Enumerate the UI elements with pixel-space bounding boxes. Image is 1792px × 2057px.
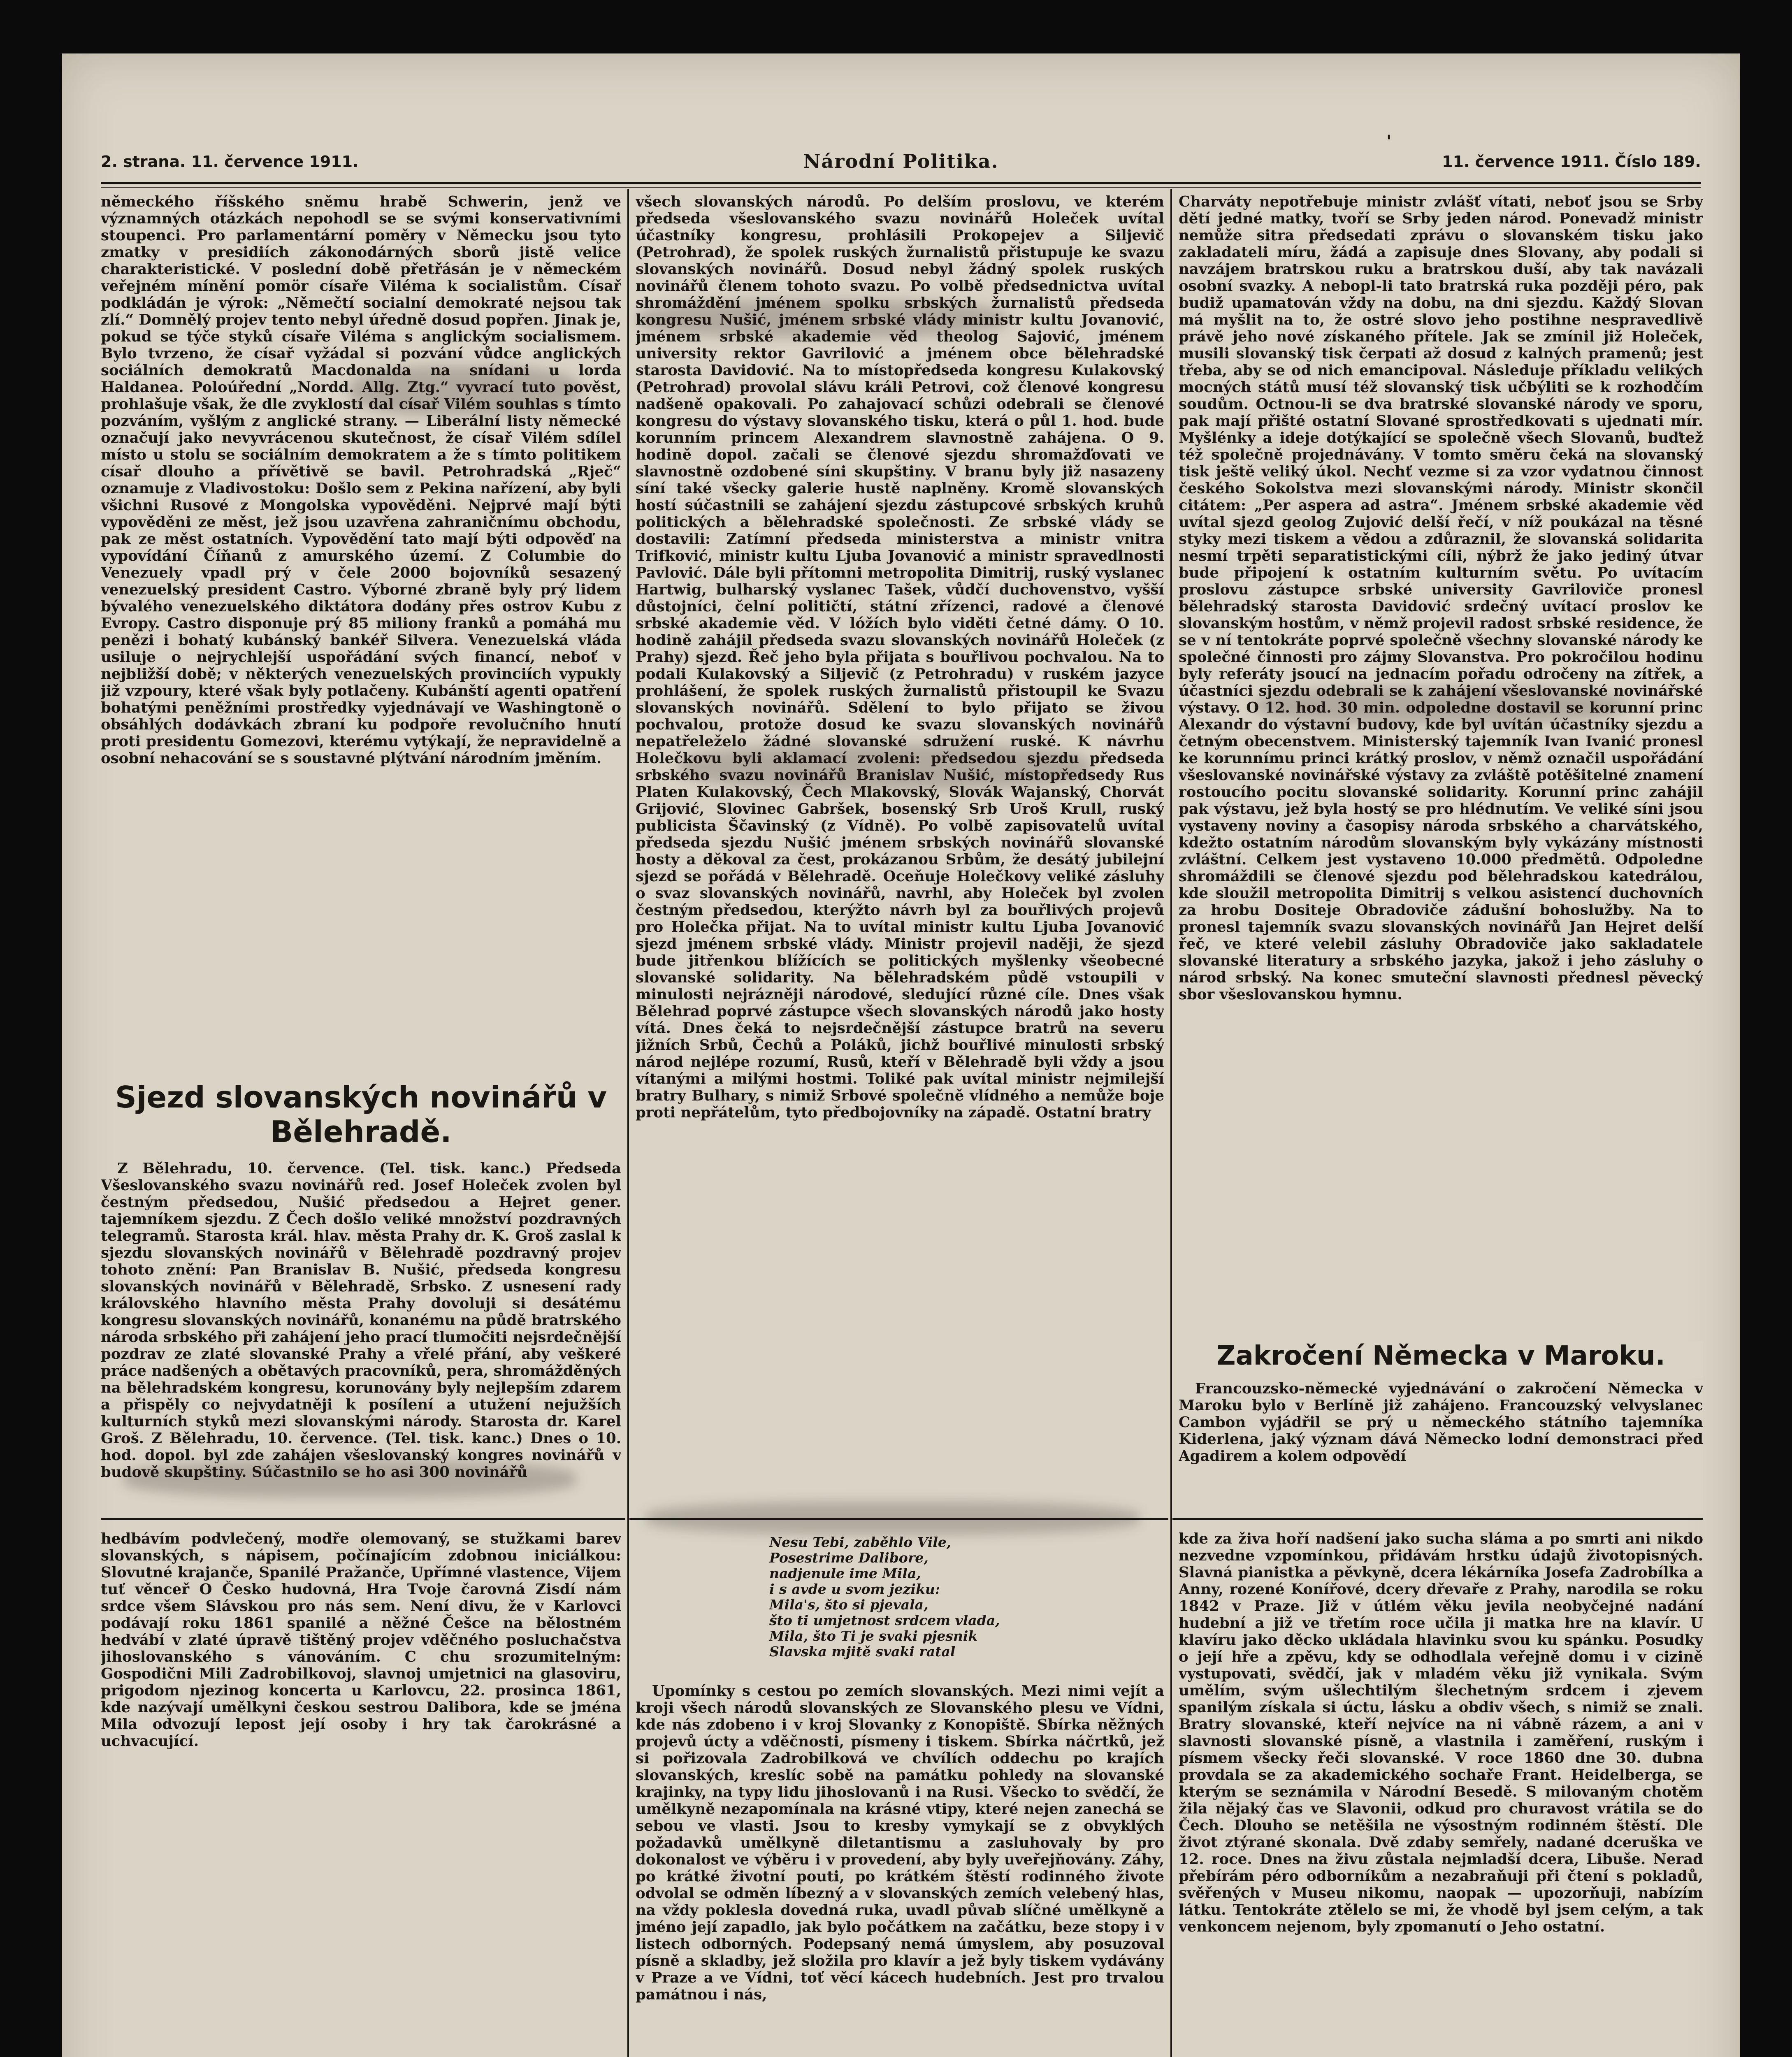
col3-paragraph: Charváty nepotřebuje ministr zvlášť vítati, neboť jsou se Srby dětí jedné matky, tvoří se Srby jeden národ. Ponevadž ministr nemůže sitra předsedati zprávu o slovanském tisku jako zakladateli míru, žádá a zapisuje dnes Slovany, aby podali si navzájem bratrskou ruku a bratrskou duší, aby tak navázali osobní svazky. A nebopl-li tato bratrská ruka později péro, pak budiž upamatován vždy na dobu, na dni sjezdu. Každý Slovan má myšlit na to, že ostré slovo jeho postihne nespravedlivě právě jeho nové získaného přítele. Jak se zmínil již Holeček, musili slovanský tisk čerpati až dosud z kalných pramenů; jest třeba, aby se od nich emancipoval. Následuje příkladu velikých mocných států musí též slovanský tisk učbýliti se k rozhodčím soudům. Octnou-li se dva bratrské slovanské národy ve sporu, pak mají přišté ostatní Slované sprostředkovati s ujednati mír. Myšlénky a ideje dotýkající se společně všech Slovanů, buďtež též společně projednávány. V tomto směru čeká na slovanský tisk ještě veliký úkol. Nechť vezme si za vzor vydatnou činnost českého Sokolstva mezi slovanskými národy. Ministr skončil citátem: „Per aspera ad astra“. Jménem srbské akademie věd uvítal sjezd geolog Zujović delší řečí, v níž poukázal na těsné styky mezi tiskem a vědou a zdůraznil, že slovanská solidarita nesmí trpěti separatistickými cíli, nýbrž že jako jediný útvar bude připojení k ostatním kulturním světu. Po uvítacím proslovu zástupce srbské university Gavriloviče pronesl bělehradský starosta Davidović srdečný uvítací proslov ke slovanským hostům, v němž projevil radost srbské residence, že se v ní tentokráte poprvé společně všechny slovanské národy ke společné činnosti pro zájmy Slovanstva. Pro pokročilou hodinu byly referáty jsoucí na jednacím pořadu odročeny na zítřek, a účastníci sjezdu odebrali se k zahájení všeslovanské novinářské výstavy. O 12. hod. 30 min. odpoledne dostavil se korunní princ Alexandr do výstavní budovy, kde byl uvítán účastníky sjezdu a četným obecenstvem. Ministerský tajemník Ivan Ivanić pronesl ke korunnímu princi krátký proslov, v němž označil uspořádání všeslovanské novinářské výstavy za zvláště potěšitelné znamení rostoucího pocitu slovanské solidarity. Korunní princ zahájil pak výstavu, jež byla hostý se pro hlédnutím. Ve veliké síni jsou vystaveny noviny a časopisy národa srbského a charvátského, kdežto ostatním národům slovanským byly vykázány místnosti zvláštní. Celkem jest vystaveno 10.000 předmětů. Odpoledne shromáždili se členové sjezdu pod bělehradskou katedrálou, kde sloužil metropolita Dimitrij s velkou asistencí duchovních za hrobu Dositeje Obradoviče zádušní bohoslužby. Na to pronesl tajemník svazu slovanských novinářů Jan Hejret delší řeč, ve které velebil zásluhy Obradoviče jako sakladatele slovanské literatury a srbského jazyka, jakož i jeho zásluhy o národ srbský. Na konec smuteční slavnosti přednesl pěvecký sbor všeslovanskou hymnu. [1179,193,1703,1003]
col1-bottom-paragraph: hedbávím podvlečený, modře olemovaný, se stužkami barev slovanských, s nápisem, počínajícím zdobnou iniciálkou: Slovutné krajanče, Spanilé Pražanče, Upřímné vlastence, Vijem tuť věnceř O Česko hudovná, Hra Tvoje čarovná Zisdí nám srdce všem Slávskou pro nás sem. Není divu, že v Karlovci podávají roku 1861 spanilé a něžné Češce na bělostném hedvábí v zlaté úpravě tištěný projev vděčného posluchačstva jihoslovanského s vánováním. C chu srozumitelným: Gospodični Mili Zadrobilkovoj, slavnoj umjetnici na glasoviru, prigodom njezinog koncerta u Karlovcu, 22. prosinca 1861, kde nazývají umělkyni českou sestrou Dalibora, kde se jména Mila odvozují lepost její osoby i hry tak čarokrásné a uchvacující. [101,1530,621,1750]
ink-smudge [1255,687,1625,724]
corner-mark: ' [1386,132,1392,151]
column-rule-1 [627,189,629,2057]
ink-smudge [679,745,1090,790]
newspaper-page [62,53,1740,2057]
col3-bottom-paragraph: kde za živa hoří nadšení jako sucha sláma a po smrti ani nikdo nezvedne vzpomínkou, přidávám hrstku údajů životopisných. Slavná pianistka a pěvkyně, dcera lékárníka Josefa Zadrobílka a Anny, rozené Konířové, dcery dřevaře z Prahy, narodila se roku 1842 v Praze. Již v útlém věku jevila neobyčejné nadání hudební a již ve třetím roce učila ji matka hre na klavír. U klavíru jako děcko ukládala hlavinku svou ku spánku. Posudky o její hře a zpěvu, kdy se odhodlala veřejně domu i v cizině vystupovati, svědčí, jak v mladém věku již vynikala. Svým umělím, svým ušlechtilým šlechetným srdcem i zjevem spanilým získala si úctu, lásku a obdiv všech, s nimiž se znali. Bratry slovanské, kteří nejvíce na ni vábně rázem, a ani v slavnosti slovanské písně, a vlastnila i zaměření, ruským i písmem všecky řeči slovanské. V roce 1860 dne 30. dubna provdala se za akademického sochaře Frant. Heidelberga, se kterým se seznámila v Národní Besedě. S milovaným chotěm žila nějaký čas ve Slavonii, odkud pro churavost vrátila se do Čech. Dlouho se netěšila ne výsostným rodinném štěstí. Dle život ztýrané skonala. Dvě zdaby semřely, nadané dceruška ve 12. roce. Dnes na živu zůstala nejmladší dcera, Libuše. Nerad přebírám péro odborníkům a nezabraňuji při čtení s pokladů, svěřených v Museu nikomu, naopak — upozorňuji, nabízím látku. Tentokráte ztělelo se mi, že vhodě byl jsem celým, a tak venkoncem nejenom, byly zpomanutí o Jeho ostatní. [1179,1530,1703,1935]
col3-article [1179,1380,1703,1514]
ink-smudge [123,1460,576,1497]
col2-text [636,193,1164,1514]
header-rule [101,182,1701,188]
col3-bottom-text [1179,1530,1703,2057]
header-issue-right: 11. července 1911. Číslo 189. [1442,153,1701,171]
header-date-left: 2. strana. 11. července 1911. [101,153,359,171]
article-title-journalists: Sjezd slovanských novinářů v Bělehradě. [115,1080,607,1149]
col3-article-paragraph: Francouzsko-německé vyjednávání o zakročení Německa v Maroku bylo v Berlíně již zahájeno. Francouzský velvyslanec Cambon vyjádřil se prý u německého státního tajemníka Kiderlena, jaký význam dává Německo lodní demonstraci před Agadirem a kolem odpovědí [1179,1380,1703,1465]
ink-smudge [350,366,580,416]
poem-line: Mila, što Ti je svaki pjesnik [769,1628,978,1644]
col2-bottom-paragraph: Upomínky s cestou po zemích slovanských. Mezi nimi vejít a kroji všech národů slovanských ze Slovanského plesu ve Vídni, kde nás zdobeno i v kroj Slovanky z Konopiště. Sbírka něžných projevů úcty a vděčnosti, písmeny i tiskem. Sbírka náčrtků, jež si pořizovala Zadrobilková ve chvílích oddechu po krajích slovanských, kreslíc sobě na památku pohledy na slovanské krajinky, na typy lidu jihoslovanů i na Rusi. Všecko to svědčí, že umělkyně nezapomínala na krásné vtipy, které nejen zanechá se sebou ve vlasti. Jsou to kresby vymykají se z obvyklých požadavků umělkyně diletantismu a zasluhovaly by pro dokonalost ve výběru i v provedení, aby byly uveřejňovány. Záhy, po krátké životní pouti, po krátkém štěstí rodinného živote odvolal se odměn líbezný a v slovanských zemích velebený hlas, na vždy poklesla dovedná ruka, uvadl půvab slíčné umělkyně a jméno její zapadlo, jak bylo počátkem na začátku, beze stopy i v listech odborných. Podepsaný nemá úmyslem, aby posuzoval písně a skladby, jež složila pro klavír a jež byly tiskem vydávány v Praze a ve Vídni, toť věcí kácech hudebních. Jest pro trvalou památnou i nás, [636,1683,1164,2003]
article-title-morocco: Zakročení Německa v Maroku. [1179,1341,1703,1378]
col2-poem [769,1535,1140,1670]
poem-line: Nesu Tebi, zaběhlo Vile, [769,1535,952,1550]
col1-paragraph: německého říšského sněmu hrabě Schwerin, jenž ve významných otázkách nepohodl se se svými konservativními stoupenci. Pro parlamentární poměry v Německu jsou tyto zmatky v presidiích zákonodárných sborů jistě velice charakteristické. V poslední době přetřásán je v německém veřejném mínění pomör císaře Viléma k socialistům. Císař podkládán je výrok: „Němečtí socialní demokraté nejsou tak zlí.“ Domnělý projev tento nebyl úředně dosud popřen. Jinak je, pokud se týče styků císaře Viléma s anglickým socialismem. Bylo tvrzeno, že císař vyžádal si pozvání vůdce anglických sociálních demokratů Macdonalda na snídani u lorda Haldanea. Poloúřední „Nordd. Allg. Ztg.“ vyvrací tuto pověst, prohlašuje však, že dle zvyklostí dal císař Vilém souhlas s tímto pozváním, vyšlým z anglické strany. — Liberální listy německé označují jako nevyvrácenou skutečnost, že císař Vilém sdílel místo u stolu se sociálním demokratem a že s tímto politikem císař dlouho a přívětivě se bavil. Petrohradská „Rječ“ oznamuje z Vladivostoku: Došlo sem z Pekina nařízení, aby byli všichni Rusové z Mongolska vypověděni. Nejprvé mají býti vypověděni ze měst, jež jsou uzavřena zahraničnímu obchodu, pak ze měst ostatních. Vypovědění tato mají býti odpověď na vypovídání Číňanů z amurského území. Z Columbie do Venezuely vpadl prý v čele 2000 bojovníků sesazený venezuelský president Castro. Výborné zbraně byly prý lidem bývalého venezuelského diktátora dodány přes ostrov Kubu z Evropy. Castro disponuje prý 85 miliony franků a pomáhá mu penězi i bohatý kubánský bankéř Silvera. Venezuelská vláda usiluje o nejrychlejší uspořádání svých financí, neboť v nejbližší době; v některých venezuelských provinciích vypukly již vzpoury, které však byly potlačeny. Kubánští agenti opatření bohatými peněžními prostředky vyjednávají ve Washingtoně o obsáhlých dodávkách zbraní ku podpoře revolučního hnutí proti presidentu Gomezovi, kterému vytýkají, že nepravidelně a osobní nehacování se s soustavné plýtvání národním jměním. [101,193,621,767]
section-rule-right [1172,1518,1703,1520]
col1-top-text [101,193,621,1074]
poem-line: Slavska mjitě svaki ratal [769,1644,956,1660]
ink-smudge [646,1502,1140,1535]
col2-bottom-text [636,1683,1164,2057]
poem-line: što ti umjetnost srdcem vlada, [769,1612,1000,1628]
col1-article-paragraph: Z Bělehradu, 10. července. (Tel. tisk. kanc.) Předseda Všeslovanského svazu novinářů red. Josef Holeček zvolen byl čestným předsedou, Nušić předsedou a Hejret gener. tajemníkem sjezdu. Z Čech došlo veliké množství pozdravných telegramů. Starosta král. hlav. města Prahy dr. K. Groš zaslal k sjezdu slovanských novinářů v Bělehradě pozdravný projev tohoto znění: Pan Branislav B. Nušić, předseda kongresu slovanských novinářů v Bělehradě, Srbsko. Z usnesení rady královského hlavního města Prahy dovoluji si desátému kongresu slovanských novinářů, konanému na půdě bratrského národa srbského při zahájení jeho prací tlumočiti nejsrdečnější pozdrav ze zlaté slovanské Prahy a vřelé přání, aby veškeré práce nadšených a obětavých pracovníků, pera, shromážděných na bělehradském kongresu, korunovány byly nejlepším zdarem a přispěly co nejvydatněji k posílení a utužení nejužších kulturních styků mezi slovanskými národy. Starosta dr. Karel Groš. Z Bělehradu, 10. července. (Tel. tisk. kanc.) Dnes o 10. hod. dopol. byl zde zahájen všeslovanský kongres novinářů v budově skupštiny. Súčastnilo se ho asi 300 novinářů [101,1160,621,1481]
masthead-title: Národní Politika. [803,150,999,172]
column-rule-2 [1170,189,1172,2057]
section-rule-left [101,1518,625,1520]
page-header [101,142,1701,179]
poem-line: nadjenule ime Mila, [769,1565,921,1581]
col2-paragraph: všech slovanských národů. Po delším proslovu, ve kterém předseda všeslovanského svazu novinářů Holeček uvítal účastníky kongresu, prohlásili Prokopejev a Siljevič (Petrohrad), že spolek ruských žurnalistů přistupuje ke svazu slovanských novinářů. Dosud nebyl žádný spolek ruských novinářů členem tohoto svazu. Po volbě předsednictva uvítal shromáždění jménem spolku srbských žurnalistů předseda kongresu Nušić, jménem srbské vlády ministr kultu Jovanović, jménem srbské akademie věd theolog Sajović, jménem university rektor Gavrilović a jménem obce bělehradské starosta Davidović. Na to místopředseda kongresu Kulakovský (Petrohrad) provolal slávu králi Petrovi, což členové kongresu nadšeně opakovali. Po zahajovací schůzi odebrali se členové kongresu do výstavy slovanského tisku, která o půl 1. hod. bude korunním princem Alexandrem slavnostně zahájena. O 9. hodině dopol. začali se členové sjezdu shromažďovati ve slavnostně ozdobené síni skupštiny. V branu byly již nasazeny síní také všecky galerie hustě naplněny. Kromě slovanských hostí súčastnili se zahájení sjezdu zástupcové srbských kruhů politických a bělehradské společnosti. Ze srbské vlády se dostavili: Zatímní předseda ministerstva a ministr vnitra Trifković, ministr kultu Ljuba Jovanović a ministr spravedlnosti Pavlović. Dále byli přítomni metropolita Dimitrij, ruský vyslanec Hartwig, bulharský vyslanec Tašek, vůdčí duchovenstvo, vyšší důstojníci, čelní političtí, státní zřízenci, radové a členové srbské akademie věd. V lóžích bylo viděti četné dámy. O 10. hodině zahájil předseda svazu slovanských novinářů Holeček (z Prahy) sjezd. Řeč jeho byla přijata s bouřlivou pochvalou. Na to podali Kulakovský a Siljevič (z Petrohradu) v ruském jazyce prohlášení, že spolek ruských žurnalistů přistoupil ke Svazu slovanských novinářů. Sdělení to bylo přijato se živou pochvalou, protože dosud ke svazu slovanských novinářů nepatřeleželo žádné slovanské sdružení ruské. K návrhu Holečkovu byli aklamací zvoleni: předsedou sjezdu předseda srbského svazu novinářů Branislav Nušić, místopředsedy Rus Platen Kulakovský, Čech Mlakovský, Slovák Wajanský, Chorvát Grijović, Slovinec Gabršek, bosenský Srb Uroš Krull, ruský publicista Ščavinský (z Vídně). Po volbě zapisovatelů uvítal předseda sjezdu Nušić jménem srbských novinářů slovanské hosty a děkoval za čest, prokázanou Srbům, že desátý jubilejní sjezd se pořádá v Bělehradě. Oceňuje Holečkovy veliké zásluhy o svaz slovanských novinářů, navrhl, aby Holeček byl zvolen čestným předsedou, kterýžto návrh byl za bouřlivých projevů pro Holečka přijat. Na to uvítal ministr kultu Ljuba Jovanović sjezd jménem srbské vlády. Ministr projevil naději, že sjezd bude jitřenkou blížících se politických myšlenky všeobecné slovanské solidarity. Na bělehradském půdě vstoupili v minulosti nejrázněji národové, sledující různé cíle. Dnes však Bělehrad poprvé zástupce všech slovanských národů jako hosty vítá. Dnes čeká to nejsrdečnější zástupce bratrů na severu jižních Srbů, Čechů a Poláků, jichž bouřlivé minulosti srbský národ nejlépe rozumí, Rusů, kteří v Bělehradě byli vždy a jsou vítanými a milými hostmi. Toliké pak uvítal ministr nejmilejší bratry Bulhary, s nimiž Srbové společně vlídného a nemůže boje proti nepřátelům, tyto předbojovníky na západě. Ostatní bratry [636,193,1164,1121]
col1-bottom-text [101,1530,621,2057]
poem-line: Mila's, što si pjevala, [769,1597,928,1613]
poem-line: i s avde u svom jeziku: [769,1581,940,1597]
ink-smudge [638,300,1008,337]
poem-line: Posestrime Dalibore, [769,1550,928,1566]
col3-top-text [1179,193,1703,1514]
